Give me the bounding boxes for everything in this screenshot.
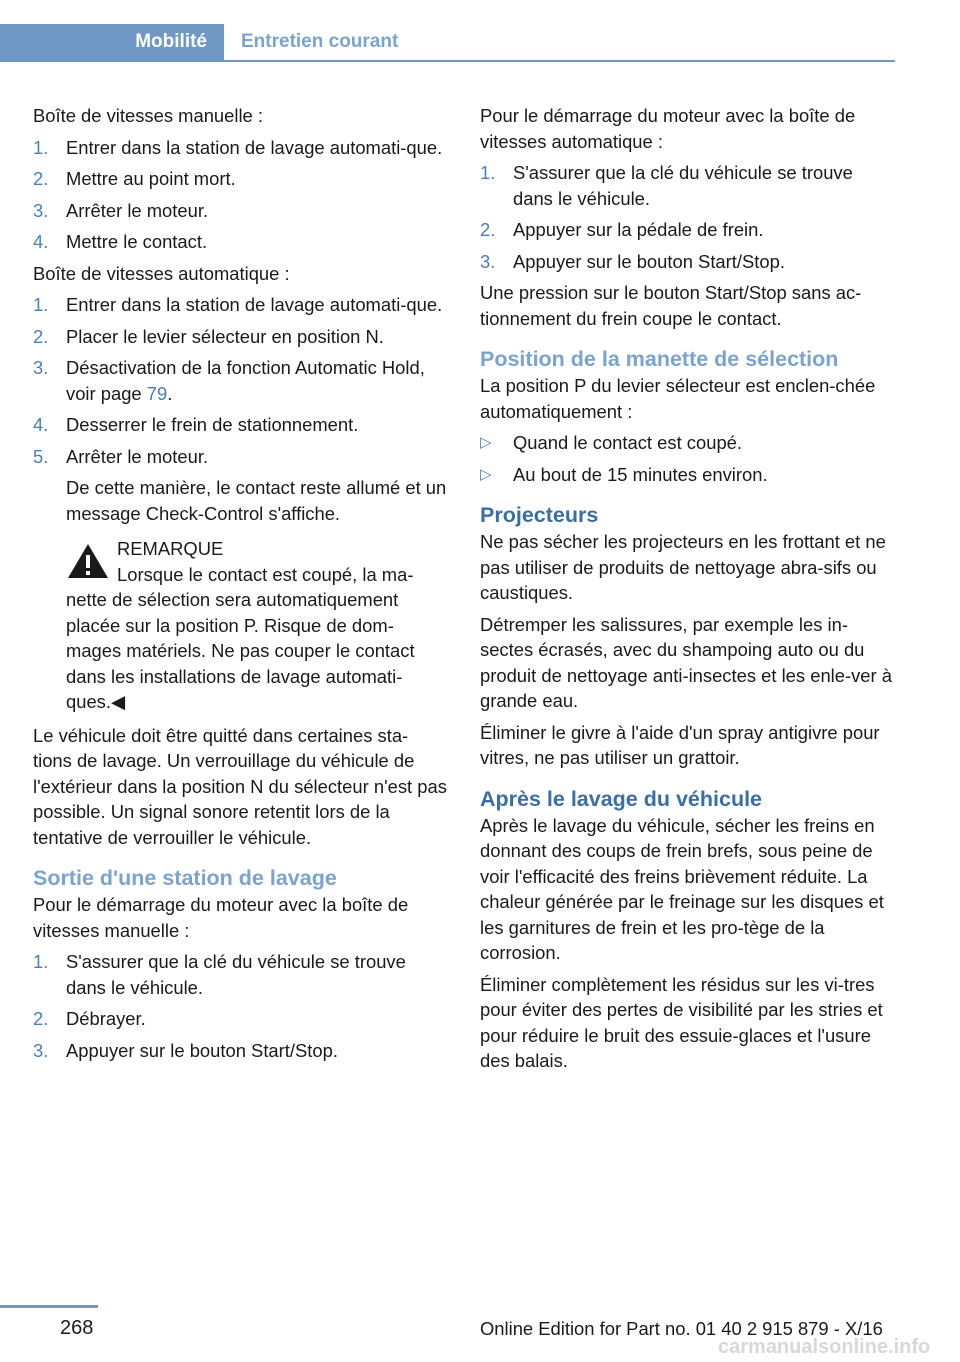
- selector-list: [480, 430, 894, 487]
- list-item: [33, 198, 447, 224]
- chapter-tab: [224, 24, 398, 60]
- step-number: 4.: [33, 414, 49, 435]
- step-number: 2.: [33, 1008, 49, 1029]
- list-item: [480, 249, 894, 275]
- manual-intro: Boîte de vitesses manuelle :: [33, 105, 264, 126]
- section-label: Mobilité: [135, 31, 207, 53]
- list-item: [33, 166, 447, 192]
- list-item: [480, 462, 894, 488]
- exit-steps: [33, 949, 447, 1063]
- page-number-rule: [0, 1305, 98, 1308]
- item-text: Au bout de 15 minutes environ.: [513, 463, 768, 485]
- list-item: [33, 949, 447, 1000]
- page-header: [0, 24, 895, 62]
- warning-text: nette de sélection sera automatiquement placée sur la position P. Risque de dom‐mages matériels. Ne pas couper le contact dans les installations de lavage automati‐ques.◀: [66, 589, 415, 712]
- step-text: Desserrer le frein de stationnement.: [66, 414, 359, 435]
- edition-footer: Online Edition for Part no. 01 40 2 915 879 - X/16: [480, 1318, 883, 1339]
- step-number: 4.: [33, 231, 49, 252]
- step-number: 2.: [480, 219, 496, 240]
- step-number: 2.: [33, 325, 49, 347]
- press-paragraph: Une pression sur le bouton Start/Stop sans ac‐tionnement du frein coupe le contact.: [480, 282, 862, 329]
- after-wash-paragraph-2: Éliminer complètement les résidus sur les vi‐tres pour éviter des pertes de visibilité par les stries et pour réduire le bruit des essuie-glaces et l'usure des balais.: [480, 973, 883, 1071]
- step-text: Entrer dans la station de lavage automati‐que.: [66, 136, 443, 158]
- step-number: 2.: [33, 168, 49, 189]
- section-tab: [0, 24, 224, 60]
- list-item: [33, 355, 447, 406]
- list-item: [33, 1038, 447, 1064]
- step-text: Désactivation de la fonction Automatic Hold, voir page: [66, 357, 425, 404]
- left-column: [33, 103, 447, 1069]
- selector-heading: Position de la manette de sélection: [480, 347, 839, 371]
- list-item: [33, 292, 447, 318]
- step-text: Arrêter le moteur.: [66, 445, 209, 467]
- auto-start-steps: [480, 160, 894, 274]
- list-item: [33, 324, 447, 350]
- step-number: 1.: [480, 162, 496, 183]
- list-item: [33, 229, 447, 255]
- step-number: 1.: [33, 294, 49, 315]
- auto-intro: Boîte de vitesses automatique :: [33, 262, 290, 284]
- step-text: Débrayer.: [66, 1008, 146, 1029]
- projectors-paragraph-2: Détremper les salissures, par exemple les in‐sectes écrasés, avec du shampoing auto ou du produit de nettoyage anti-insectes et les enle‐ver à grande eau.: [480, 613, 892, 711]
- step-text: Mettre le contact.: [66, 231, 208, 252]
- step-number: 3.: [33, 357, 49, 378]
- exit-heading: Sortie d'une station de lavage: [33, 866, 337, 890]
- list-item: [33, 444, 447, 527]
- auto-start-intro: Pour le démarrage du moteur avec la boîte de vitesses automatique :: [480, 105, 856, 152]
- list-item: [480, 217, 894, 243]
- projectors-paragraph-1: Ne pas sécher les projecteurs en les frottant et ne pas utiliser de produits de nettoyage abra‐sifs ou caustiques.: [480, 531, 886, 603]
- chapter-label: Entretien courant: [241, 31, 399, 53]
- step-text: S'assurer que la clé du véhicule se trouve dans le véhicule.: [66, 951, 406, 998]
- quit-paragraph: Le véhicule doit être quitté dans certaines sta‐tions de lavage. Un verrouillage du véhicule de l'extérieur dans la position N du sélecteur n'est pas possible. Un signal sonore retentit lors de la tentative de verrouiller le véhicule.: [33, 724, 447, 848]
- watermark: carmanualsonline.info: [718, 1336, 931, 1358]
- list-item: [33, 412, 447, 438]
- selector-paragraph: La position P du levier sélecteur est enclen‐chée automatiquement :: [480, 375, 876, 422]
- exit-intro: Pour le démarrage du moteur avec la boîte de vitesses manuelle :: [33, 894, 409, 941]
- step-number: 3.: [480, 250, 496, 272]
- warning-triangle-icon: [66, 542, 110, 580]
- step-number: 3.: [33, 1039, 49, 1061]
- step-text: Arrêter le moteur.: [66, 199, 209, 221]
- step-number: 5.: [33, 445, 49, 467]
- right-column: [480, 103, 894, 1080]
- auto-steps: [33, 292, 447, 526]
- projectors-paragraph-3: Éliminer le givre à l'aide d'un spray antigivre pour vitres, ne pas utiliser un grattoir.: [480, 721, 880, 768]
- step-text-end: .: [167, 382, 173, 404]
- warning-box: [66, 536, 447, 715]
- step-text: S'assurer que la clé du véhicule se trouve dans le véhicule.: [513, 162, 853, 209]
- step-text: Appuyer sur le bouton Start/Stop.: [66, 1039, 338, 1061]
- step-text: Appuyer sur la pédale de frein.: [513, 219, 764, 240]
- warning-title: REMARQUE: [117, 538, 224, 559]
- triangle-bullet-icon: ▷: [480, 465, 492, 483]
- manual-steps: [33, 135, 447, 255]
- step-number: 1.: [33, 136, 49, 158]
- after-wash-heading: Après le lavage du véhicule: [480, 786, 763, 811]
- list-item: [33, 135, 447, 161]
- warning-text-first: Lorsque le contact est coupé, la ma‐: [117, 563, 414, 585]
- projectors-heading: Projecteurs: [480, 503, 599, 527]
- after-wash-paragraph-1: Après le lavage du véhicule, sécher les freins en donnant des coups de frein brefs, sous peine de voir l'efficacité des freins brièvement réduite. La chaleur générée par le freinage sur les disques et les garnitures de frein et les pro‐tège de la corrosion.: [480, 814, 884, 963]
- step-text: Entrer dans la station de lavage automati‐que.: [66, 294, 443, 315]
- step-text: Placer le levier sélecteur en position N.: [66, 325, 384, 347]
- item-text: Quand le contact est coupé.: [513, 432, 743, 453]
- step-note: De cette manière, le contact reste allumé et un message Check-Control s'affiche.: [66, 477, 447, 524]
- step-number: 3.: [33, 199, 49, 221]
- page-reference-link[interactable]: 79: [146, 382, 168, 404]
- list-item: [480, 160, 894, 211]
- list-item: [480, 430, 894, 456]
- page-number: 268: [60, 1317, 94, 1339]
- list-item: [33, 1006, 447, 1032]
- step-text: Appuyer sur le bouton Start/Stop.: [513, 250, 785, 272]
- header-rule: [0, 60, 895, 62]
- step-number: 1.: [33, 951, 49, 972]
- step-text: Mettre au point mort.: [66, 168, 236, 189]
- triangle-bullet-icon: ▷: [480, 434, 492, 451]
